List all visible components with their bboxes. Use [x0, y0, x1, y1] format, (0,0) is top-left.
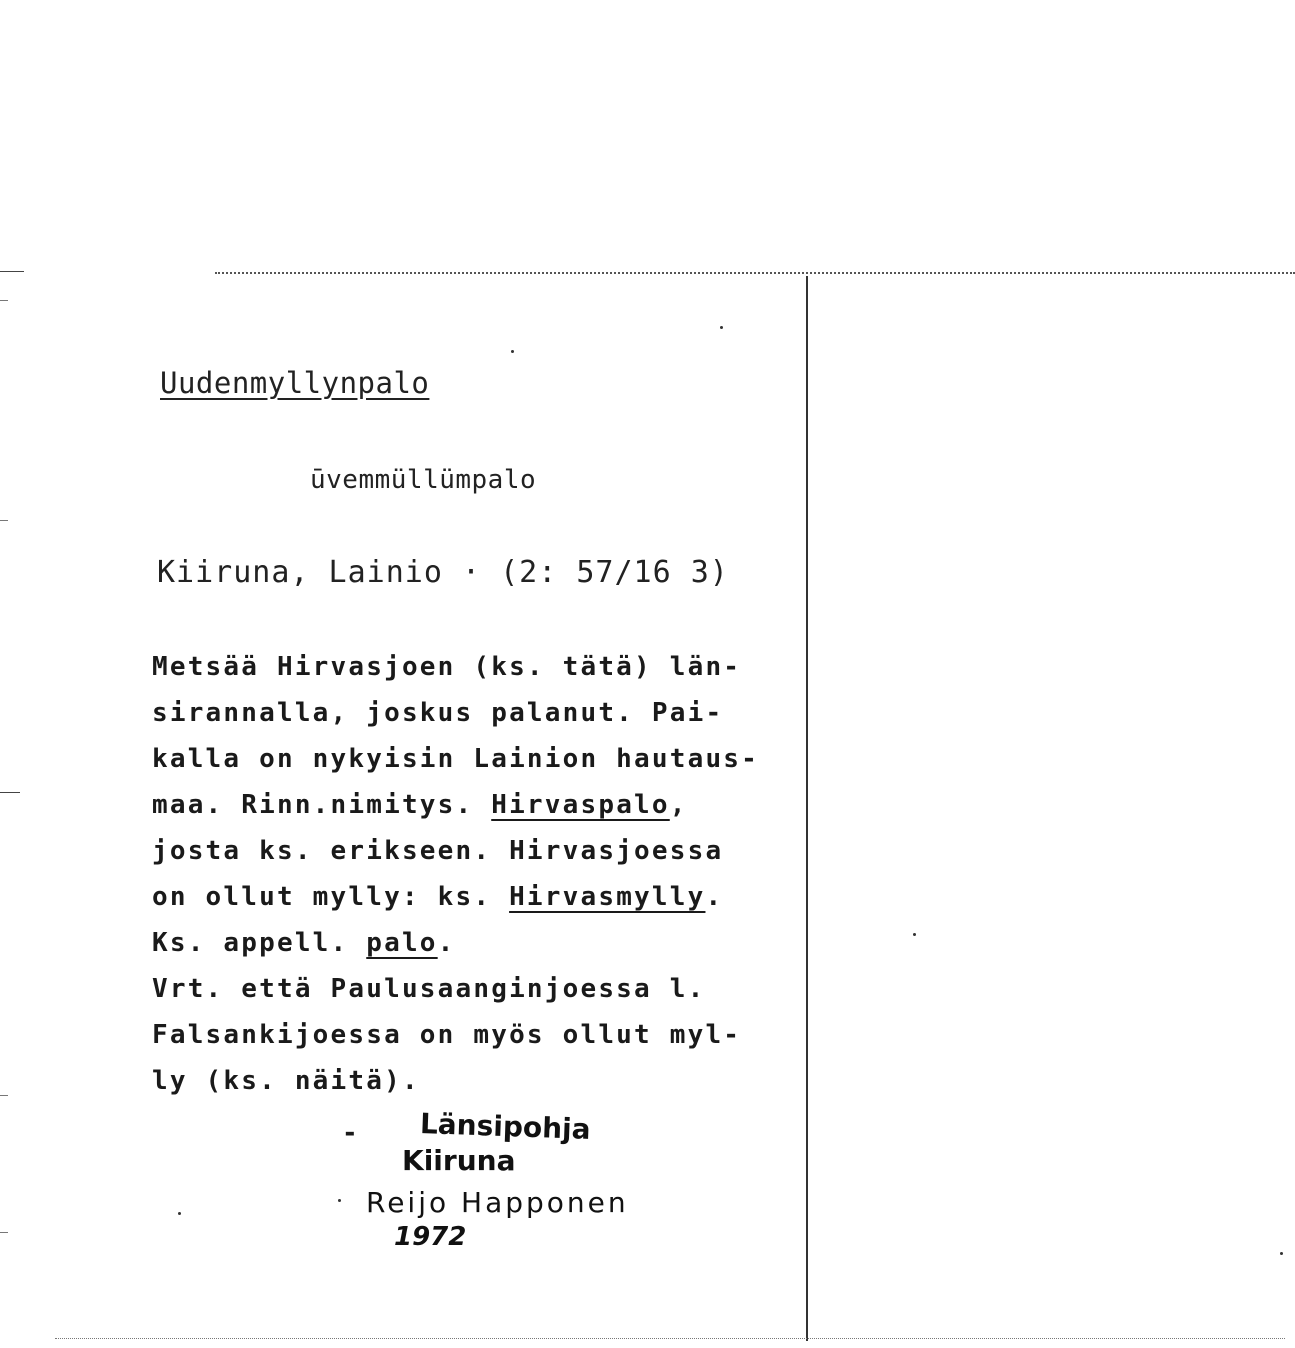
entry-line [152, 690, 812, 736]
entry-text: josta ks. erikseen. Hirvasjoessa [152, 836, 724, 866]
pronunciation: ūvemmüllümpalo [310, 465, 537, 495]
scan-speck [1280, 1252, 1283, 1255]
entry-description [152, 644, 812, 1104]
entry-text: Metsää Hirvasjoen (ks. tätä) län- [152, 652, 742, 682]
scan-speck [913, 933, 916, 936]
headword: Uudenmyllynpalo [160, 366, 430, 400]
entry-line [152, 1058, 812, 1104]
entry-line [152, 782, 812, 828]
entry-text: , [669, 790, 688, 820]
entry-text: sirannalla, joskus palanut. Pai- [152, 698, 724, 728]
entry-text: on ollut mylly: ks. [152, 882, 510, 912]
entry-text: Ks. appell. [152, 928, 367, 958]
entry-line [152, 1012, 812, 1058]
card-top-border [215, 272, 1295, 274]
margin-mark [0, 792, 20, 793]
entry-text: ly (ks. näitä). [152, 1066, 420, 1096]
margin-tick [0, 300, 8, 301]
stamp-collector: Reijo Happonen [366, 1186, 629, 1219]
scan-speck [338, 1199, 341, 1202]
entry-line [152, 966, 812, 1012]
entry-text: Falsankijoessa on myös ollut myl- [152, 1020, 742, 1050]
entry-text: . [705, 882, 724, 912]
card-edge-mark [0, 271, 24, 272]
cross-reference: Hirvasmylly [509, 882, 706, 912]
scan-speck [720, 326, 723, 329]
stamp-region: Länsipohja [419, 1107, 592, 1146]
cross-reference: palo [366, 928, 438, 958]
cross-reference: Hirvaspalo [491, 790, 670, 820]
entry-line [152, 874, 812, 920]
signature-dash: - [342, 1118, 358, 1148]
entry-text: maa. Rinn.nimitys. [152, 790, 492, 820]
entry-line [152, 920, 812, 966]
entry-line [152, 828, 812, 874]
margin-tick [0, 1232, 8, 1233]
entry-line [152, 644, 812, 690]
margin-tick [0, 1095, 8, 1096]
location-reference: Kiiruna, Lainio · (2: 57/16 3) [157, 555, 729, 590]
entry-text: Vrt. että Paulusaanginjoessa l. [152, 974, 706, 1004]
entry-text: kalla on nykyisin Lainion hautaus- [152, 744, 760, 774]
entry-text: . [437, 928, 456, 958]
card-bottom-border [55, 1338, 1285, 1339]
scan-speck [511, 350, 514, 353]
margin-tick [0, 520, 8, 521]
scan-speck [178, 1212, 181, 1215]
stamp-year: 1972 [394, 1222, 467, 1252]
stamp-municipality: Kiiruna [402, 1144, 516, 1177]
entry-line [152, 736, 812, 782]
